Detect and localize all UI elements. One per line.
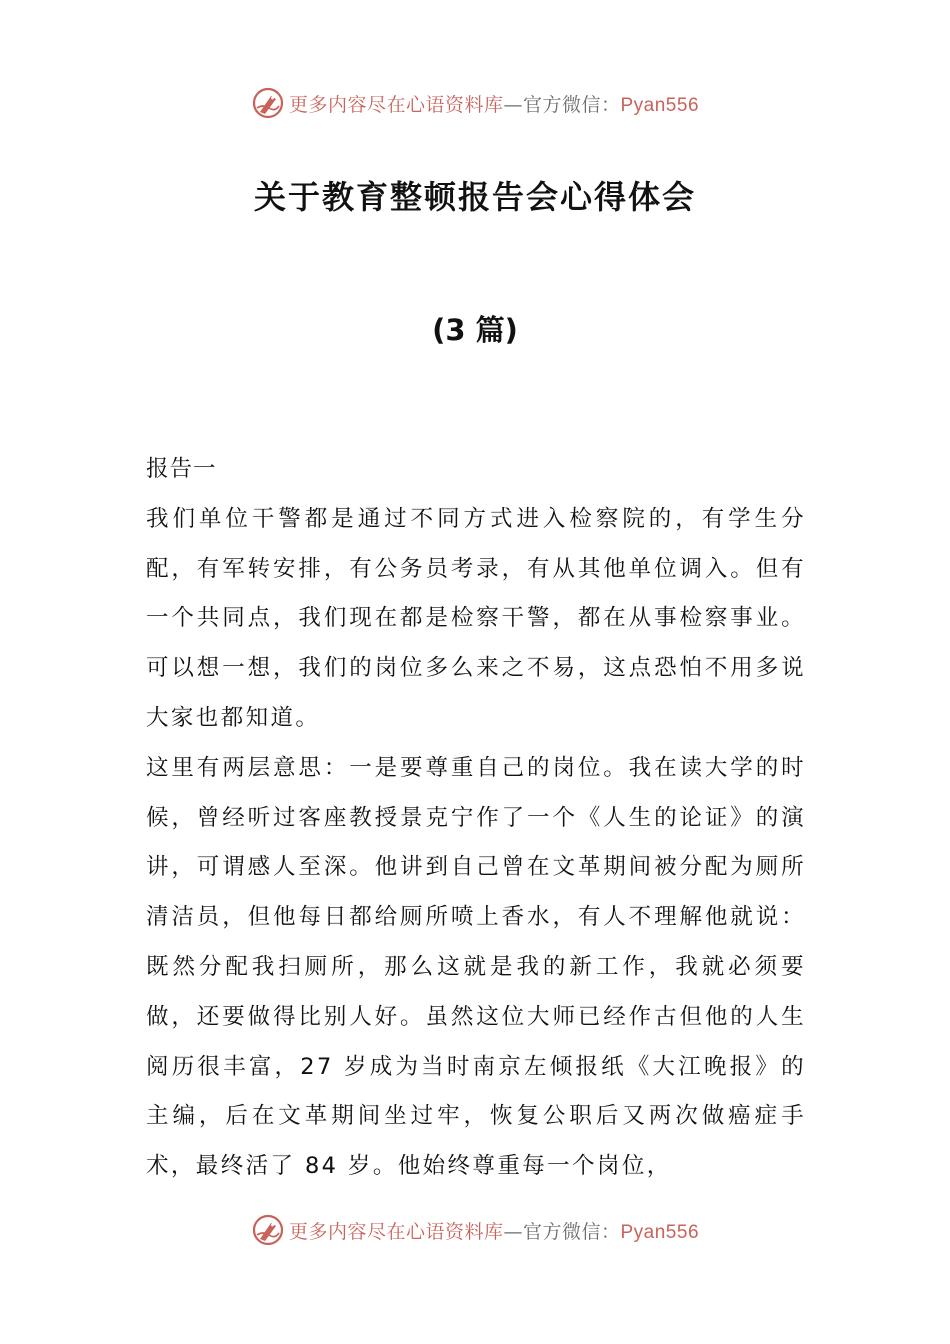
document-subtitle: (3 篇) (432, 313, 518, 347)
footer-banner (0, 1210, 950, 1250)
document-body (146, 445, 806, 1192)
paragraph-1: 我们单位干警都是通过不同方式进入检察院的，有学生分配，有军转安排，有公务员考录，有从其他单位调入。但有一个共同点，我们现在都是检察干警，都在从事检察事业。可以想一想，我们的岗位多么来之不易，这点恐怕不用多说大家也都知道。 (146, 505, 806, 731)
document-title: 关于教育整顿报告会心得体会 (253, 178, 696, 216)
paragraph-2: 这里有两层意思：一是要尊重自己的岗位。我在读大学的时候，曾经听过客座教授景克宁作了一个《人生的论证》的演讲，可谓感人至深。他讲到自己曾在文革期间被分配为厕所清洁员，但他每日都给厕所喷上香水，有人不理解他就说：既然分配我扫厕所，那么这就是我的新工作，我就必须要做，还要做得比别人好。虽然这位大师已经作古但他的人生阅历很丰富，27 岁成为当时南京左倾报纸《大江晚报》的主编，后在文革期间坐过牢，恢复公职后又两次做癌症手术，最终活了 84 岁。他始终尊重每一个岗位， (146, 754, 806, 1180)
banner-main-text: 更多内容尽在心语资料库 (288, 93, 504, 116)
pen-nib-logo-icon (251, 86, 285, 120)
footer-separator: — (503, 1220, 523, 1243)
footer-account: Pyan556 (620, 1221, 700, 1243)
section-label: 报告一 (146, 456, 217, 482)
banner-wechat-label: 官方微信： (522, 93, 621, 116)
footer-main-text: 更多内容尽在心语资料库 (288, 1220, 504, 1243)
pen-nib-logo-icon (251, 1213, 285, 1247)
banner-text (289, 90, 699, 117)
banner-account: Pyan556 (620, 94, 700, 116)
footer-banner-text (289, 1217, 699, 1244)
banner-separator: — (503, 93, 523, 116)
footer-wechat-label: 官方微信： (522, 1220, 621, 1243)
header-banner (0, 83, 950, 123)
